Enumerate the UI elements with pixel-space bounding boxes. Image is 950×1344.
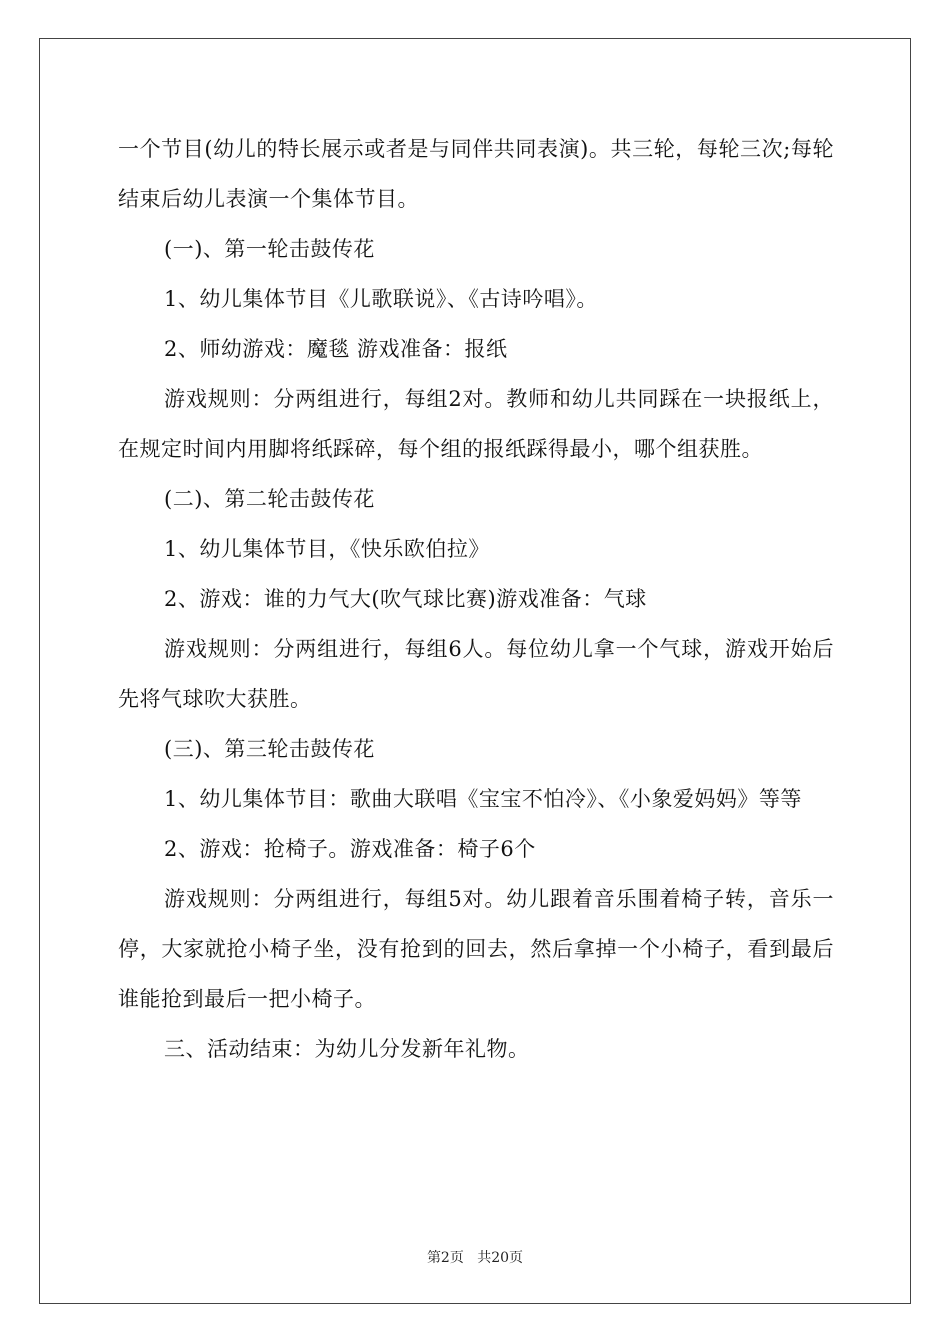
paragraph-1: 一个节目(幼儿的特长展示或者是与同伴共同表演)。共三轮，每轮三次;每轮结束后幼儿表演一个集体节目。 [118, 137, 834, 211]
paragraph-12: 2、游戏：抢椅子。游戏准备：椅子6个 [164, 837, 536, 861]
paragraph-7: 1、幼儿集体节目，《快乐欧伯拉》 [164, 537, 490, 561]
paragraph-5: 游戏规则：分两组进行，每组2对。教师和幼儿共同踩在一块报纸上，在规定时间内用脚将纸踩碎，每个组的报纸踩得最小，哪个组获胜。 [118, 387, 834, 461]
paragraph-3: 1、幼儿集体节目《儿歌联说》、《古诗吟唱》。 [164, 287, 598, 311]
paragraph-8: 2、游戏：谁的力气大(吹气球比赛)游戏准备：气球 [164, 587, 647, 611]
section-heading-round-2: (二)、第二轮击鼓传花 [164, 487, 375, 511]
paragraph-9: 游戏规则：分两组进行，每组6人。每位幼儿拿一个气球，游戏开始后先将气球吹大获胜。 [118, 637, 834, 711]
paragraph-13: 游戏规则：分两组进行，每组5对。幼儿跟着音乐围着椅子转，音乐一停，大家就抢小椅子坐，没有抢到的回去，然后拿掉一个小椅子，看到最后谁能抢到最后一把小椅子。 [118, 887, 834, 1011]
page-number: 第2页 [426, 1250, 464, 1266]
document-body [118, 124, 834, 1074]
page-footer [0, 1247, 950, 1267]
section-heading-round-3: (三)、第三轮击鼓传花 [164, 737, 375, 761]
paragraph-11: 1、幼儿集体节目：歌曲大联唱《宝宝不怕冷》、《小象爱妈妈》等等 [164, 787, 802, 811]
page-total: 共20页 [477, 1250, 524, 1266]
paragraph-4: 2、师幼游戏：魔毯 游戏准备：报纸 [164, 337, 508, 361]
section-heading-round-1: (一)、第一轮击鼓传花 [164, 237, 375, 261]
paragraph-14: 三、活动结束：为幼儿分发新年礼物。 [164, 1037, 530, 1061]
